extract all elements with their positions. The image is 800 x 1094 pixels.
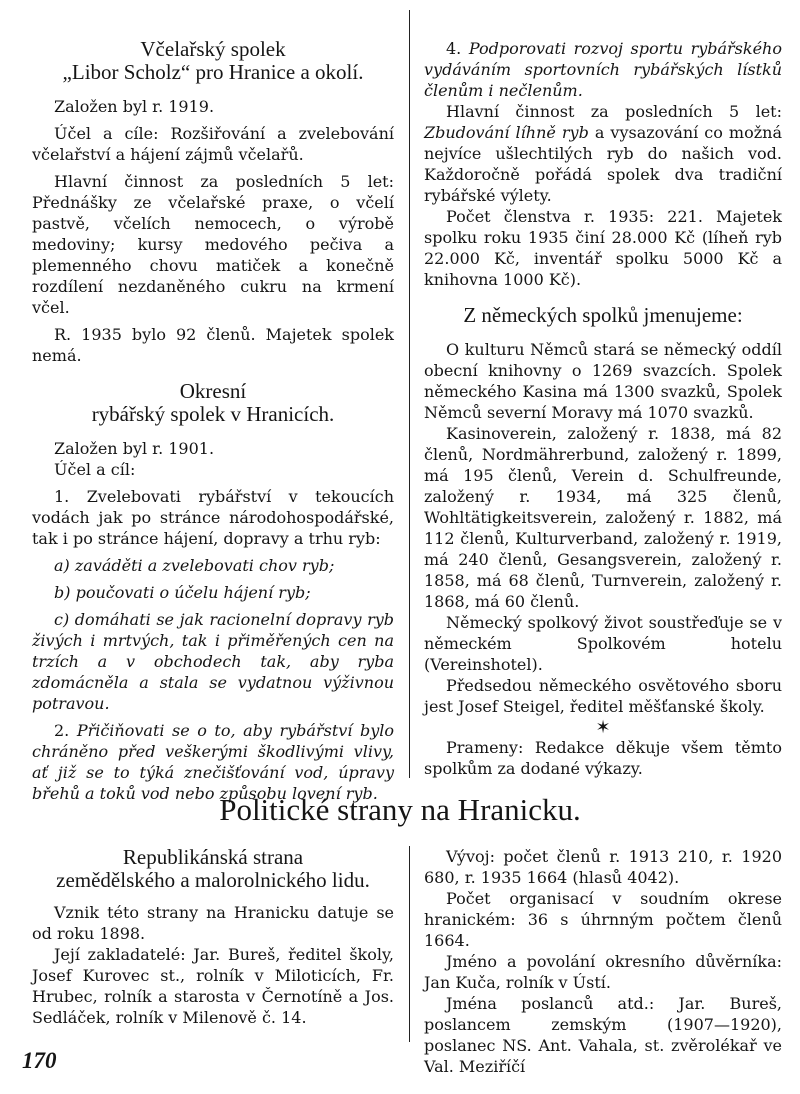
column-divider-top: [409, 10, 410, 778]
asterism-icon: ✶: [595, 717, 611, 738]
paragraph: 2. Přičiňovati se o to, aby rybářství bylo chráněno před veškerými škodlivými vlivy, ať již se to týká znečišťování vod, úpravy břehů a toků vod nebo způsobu lovení ryb.: [32, 721, 394, 803]
paragraph: Její zakladatelé: Jar. Bureš, ředitel školy, Josef Kurovec st., rolník v Miloticích, Fr. Hrubec, rolník a starosta v Černotíně a Jos. Sedláček, rolník v Milenově č. 14.: [32, 945, 394, 1027]
paragraph: Předsedou německého osvětového sboru jest Josef Steigel, ředitel měšťanské školy.: [424, 676, 782, 716]
beekeepers-society-title: Včelařský spolek „Libor Scholz“ pro Hranice a okolí.: [62, 37, 364, 84]
paragraph: Počet organisací v soudním okrese hranickém: 36 s úhrnným počtem členů 1664.: [424, 889, 782, 950]
left-column-top: [32, 38, 394, 804]
column-divider-bottom: [409, 846, 410, 1042]
paragraph: Založen byl r. 1901.: [54, 439, 215, 458]
paragraph: Hlavní činnost za posledních 5 let: Zbudování líhně ryb a vysazování co možná nejvíce ušlechtilých ryb do našich vod. Každoročně pořádá spolek dva tradiční rybářské výlety.: [424, 102, 783, 205]
paragraph: Počet členstva r. 1935: 221. Majetek spolku roku 1935 činí 28.000 Kč (líheň ryb 22.000 Kč, inventář spolku 5000 Kč a knihovna 1000 Kč).: [424, 207, 782, 289]
political-parties-title: Politické strany na Hranicku.: [219, 792, 581, 827]
list-item: b) poučovati o účelu hájení ryb;: [54, 583, 311, 602]
paragraph: Účel a cíl:: [54, 460, 136, 479]
paragraph: Jméno a povolání okresního důvěrníka: Jan Kuča, rolník v Ústí.: [424, 952, 782, 992]
paragraph: Jména poslanců atd.: Jar. Bureš, poslancem zemským (1907—1920), poslanec NS. Ant. Vahala, st. zvěrolékař ve Val. Meziříčí: [424, 994, 782, 1076]
paragraph: Hlavní činnost za posledních 5 let: Přednášky ze včelařské praxe, o včelí pastvě, včelích nemocech, o výrobě medoviny; kursy medového pečiva a plemenného chovu matiček a konečně rozdílení nezdaněného cukru na krmení včel.: [32, 172, 394, 317]
left-column-bottom: [32, 846, 394, 1028]
paragraph: 4. Podporovati rozvoj sportu rybářského vydáváním sportovních rybářských lístků členům i nečlenům.: [424, 39, 782, 100]
paragraph: 1. Zvelebovati rybářství v tekoucích vodách jak po stránce národohospodářské, tak i po stránce hájení, dopravy a trhu ryb:: [32, 487, 394, 548]
paragraph: Kasinoverein, založený r. 1838, má 82 členů, Nordmährerbund, založený r. 1899, má 195 členů, Verein d. Schulfreunde, založený r. 1934, má 325 členů, Wohltätigkeitsverein, založený r. 1882, má 112 členů, Kulturverband, založený r. 1919, má 240 členů, Gesangsverein, založený r. 1858, má 68 členů, Turnverein, založený r. 1868, má 60 členů.: [424, 424, 782, 611]
republican-party-title: Republikánská strana zemědělského a malorolnického lidu.: [56, 845, 370, 892]
paragraph: Vznik této strany na Hranicku datuje se od roku 1898.: [32, 903, 394, 943]
list-item: a) zaváděti a zvelebovati chov ryb;: [54, 556, 335, 575]
sources-note: Prameny: Redakce děkuje všem těmto spolkům za dodané výkazy.: [424, 738, 782, 778]
right-column-bottom: [424, 846, 782, 1077]
right-column-top: [424, 38, 782, 779]
paragraph: Německý spolkový život soustřeďuje se v německém Spolkovém hotelu (Vereinshotel).: [424, 613, 782, 674]
paragraph: Vývoj: počet členů r. 1913 210, r. 1920 680, r. 1935 1664 (hlasů 4042).: [424, 847, 782, 887]
paragraph: Účel a cíle: Rozšiřování a zvelebování včelařství a hájení zájmů včelařů.: [32, 124, 394, 164]
paragraph: Založen byl r. 1919.: [54, 97, 215, 116]
fishing-society-title: Okresní rybářský spolek v Hranicích.: [91, 379, 335, 426]
paragraph: O kulturu Němců stará se německý oddíl obecní knihovny o 1269 svazcích. Spolek německého Kasina má 1300 svazků, Spolek Němců severní Moravy má 1070 svazků.: [424, 340, 782, 422]
list-item: c) domáhati se jak racionelní dopravy ryb živých i mrtvých, tak i přiměřených cen na trzích a v obchodech tak, aby ryba zdomácněla a stala se vydatnou výživnou potravou.: [32, 610, 394, 713]
german-societies-title: Z německých spolků jmenujeme:: [463, 303, 743, 327]
page-number: 170: [22, 1048, 57, 1073]
paragraph: R. 1935 bylo 92 členů. Majetek spolek nemá.: [32, 325, 394, 365]
